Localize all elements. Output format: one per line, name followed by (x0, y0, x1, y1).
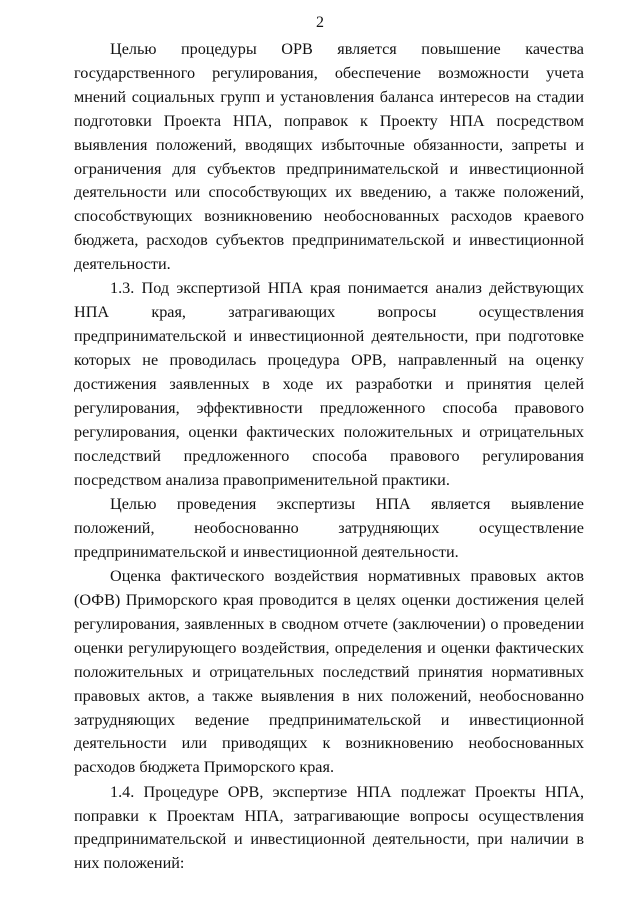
paragraph-1-3-expertise-definition: 1.3. Под экспертизой НПА края понимается анализ действующих НПА края, затрагивающих вопросы осуществления предпринимательской и инвестиционной деятельности, при подготовке которых не проводилась процедура ОРВ, направленный на оценку достижения заявленных в ходе их разработки и принятия целей регулирования, эффективности предложенного способа правового регулирования, оценки фактических положительных и отрицательных последствий предложенного способа правового регулирования посредством анализа правоприменительной практики. (74, 279, 584, 489)
document-body (74, 38, 584, 876)
paragraph-1-4-subject-to-orv: 1.4. Процедуре ОРВ, экспертизе НПА подлежат Проекты НПА, поправки к Проектам НПА, затрагивающие вопросы осуществления предпринимательской и инвестиционной деятельности, при наличии в них положений: (74, 782, 584, 873)
paragraph-orv-purpose: Целью процедуры ОРВ является повышение качества государственного регулирования, обеспечение возможности учета мнений социальных групп и установления баланса интересов на стадии подготовки Проекта НПА, поправок к Проекту НПА посредством выявления положений, вводящих избыточные обязанности, запреты и ограничения для субъектов предпринимательской и инвестиционной деятельности или способствующих их введению, а также положений, способствующих возникновению необоснованных расходов краевого бюджета, расходов субъектов предпринимательской и инвестиционной деятельности. (74, 40, 584, 274)
page-number: 2 (316, 14, 324, 31)
paragraph-ofv-assessment: Оценка фактического воздействия нормативных правовых актов (ОФВ) Приморского края проводится в целях оценки достижения целей регулирования, заявленных в сводном отчете (заключении) о проведении оценки регулирующего воздействия, определения и оценки фактических положительных и отрицательных последствий принятия нормативных правовых актов, а также выявления в них положений, необоснованно затрудняющих ведение предпринимательской и инвестиционной деятельности или приводящих к возникновению необоснованных расходов бюджета Приморского края. (74, 567, 584, 777)
paragraph-expertise-purpose: Целью проведения экспертизы НПА является выявление положений, необоснованно затрудняющих осуществление предпринимательской и инвестиционной деятельности. (74, 495, 584, 561)
